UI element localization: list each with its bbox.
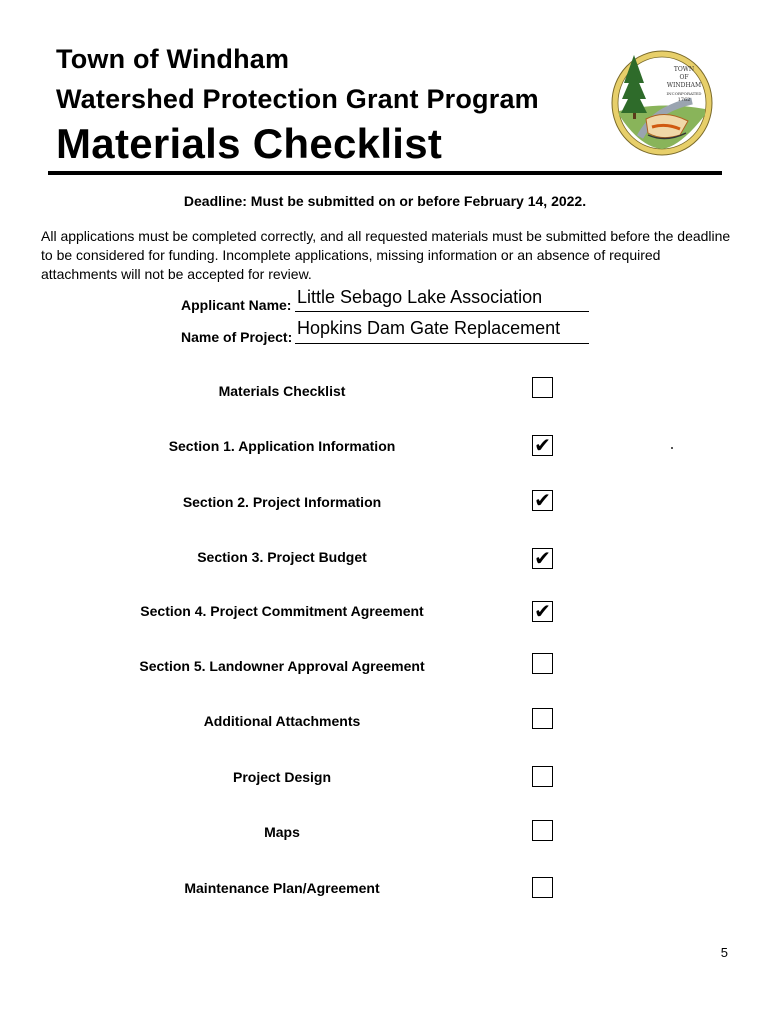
project-name-label: Name of Project:: [181, 329, 293, 345]
checkbox-section-2[interactable]: ✔: [532, 490, 553, 511]
checklist-item-label: Additional Attachments: [203, 713, 361, 729]
seal-text-5: 1762: [677, 97, 691, 103]
applicant-name-label: Applicant Name:: [181, 297, 292, 313]
applicant-name-line: [295, 311, 589, 312]
checkbox-maintenance-plan[interactable]: [532, 877, 553, 898]
checklist-item-label: Section 1. Application Information: [168, 438, 396, 454]
stray-dot: [671, 447, 673, 449]
applicant-name-value[interactable]: Little Sebago Lake Association: [297, 287, 543, 307]
checklist-item-label: Section 2. Project Information: [182, 494, 382, 510]
seal-text-4: INCORPORATED: [666, 91, 702, 96]
seal-text-3: WINDHAM: [666, 82, 702, 89]
header-program-name: Watershed Protection Grant Program: [56, 84, 539, 114]
checkbox-materials-checklist[interactable]: [532, 377, 553, 398]
checklist-item-label: Maps: [264, 824, 300, 840]
seal-text-2: OF: [679, 74, 689, 81]
checklist-item-label: Materials Checklist: [218, 383, 346, 399]
instructions-paragraph: All applications must be completed correctly, and all requested materials must be submitted before the deadline to be considered for funding. Incomplete applications, missing information or an absence of required attachments will not be accepted for review.: [41, 228, 731, 282]
checkbox-project-design[interactable]: [532, 766, 553, 787]
checkbox-section-1[interactable]: ✔: [532, 435, 553, 456]
page-title: Materials Checklist: [56, 120, 443, 167]
town-seal-icon: [610, 49, 714, 157]
checkbox-section-3[interactable]: ✔: [532, 548, 553, 569]
checklist-item-label: Section 5. Landowner Approval Agreement: [139, 658, 425, 674]
deadline-notice: Deadline: Must be submitted on or before February 14, 2022.: [183, 193, 587, 209]
checklist-item-label: Maintenance Plan/Agreement: [184, 880, 380, 896]
checklist-item-label: Section 4. Project Commitment Agreement: [140, 603, 424, 619]
checkbox-section-4[interactable]: ✔: [532, 601, 553, 622]
checklist-item-label: Project Design: [232, 769, 332, 785]
checkbox-maps[interactable]: [532, 820, 553, 841]
checkbox-additional-attachments[interactable]: [532, 708, 553, 729]
header-town-name: Town of Windham: [56, 44, 290, 74]
page-number: 5: [720, 945, 728, 960]
checklist-item-label: Section 3. Project Budget: [197, 549, 367, 565]
project-name-line: [295, 343, 589, 344]
checkbox-section-5[interactable]: [532, 653, 553, 674]
project-name-value[interactable]: Hopkins Dam Gate Replacement: [297, 318, 561, 338]
header-divider: [48, 171, 722, 175]
seal-text-1: TOWN: [673, 66, 695, 73]
